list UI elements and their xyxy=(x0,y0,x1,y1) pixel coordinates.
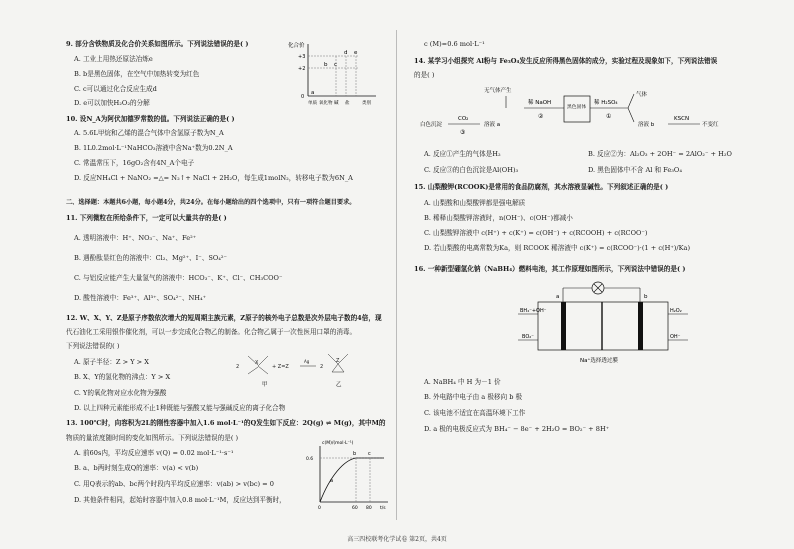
q9-stem: 9. 部分含铁物质及化合价关系如图所示。下列说法错误的是( ) xyxy=(66,40,249,48)
q12-stem-line2: 代石油化工采用银作催化剂，可以一步完成化合物乙的制备。化合物乙属于一次性医用口罩的消毒。 xyxy=(66,328,357,336)
q14-option-d: D. 黑色固体中不含 Al 和 Fe₃O₄ xyxy=(588,166,682,174)
q13-option-a: A. 前60s内，平均反应速率 v(Q) = 0.02 mol·L⁻¹·s⁻¹ xyxy=(74,449,234,457)
q9-xtick-2: 碱 xyxy=(334,101,339,106)
q14-stem-line2: 的是( ) xyxy=(414,71,435,79)
q16-right-in: H₂O₂ xyxy=(670,308,682,314)
flow-solid: 黑色固体 xyxy=(567,105,587,110)
q13-xtick-60: 60 xyxy=(352,506,358,511)
flow-no-color: 不变红 xyxy=(702,122,719,128)
q12-stem-line1: 12. W、X、Y、Z是原子序数依次增大的短周期主族元素，Z原子的核外电子总数是次外层电子数的4倍，现 xyxy=(66,314,382,322)
q13-point-a: a xyxy=(330,478,334,484)
q9-option-c: C. c可以通过化合反应生成d xyxy=(74,85,157,93)
q13-point-c: c xyxy=(368,451,371,457)
q9-point-b: b xyxy=(324,62,328,68)
q14-option-b: B. 反应②为：Al₂O₃ + 2OH⁻ = 2AlO₂⁻ + H₂O xyxy=(588,150,732,158)
q13-point-b: b xyxy=(353,451,357,457)
q13-tail: c (M)=0.6 mol·L⁻¹ xyxy=(424,40,485,48)
left-column xyxy=(0,0,396,549)
q12-option-a: A. 原子半径：Z > Y > X xyxy=(74,358,149,366)
svg-text:X: X xyxy=(255,360,259,366)
q13-concentration-chart xyxy=(300,436,394,512)
q9-ylabel: 化合价 xyxy=(288,43,305,49)
page-footer: 高三四校联考化学试卷 第2页，共4页 xyxy=(347,536,447,543)
q15-option-c: C. 山梨酸钾溶液中 c(H⁺) + c(K⁺) = c(OH⁻) + c(RCOOH) + c(RCOO⁻) xyxy=(424,229,648,237)
q16-option-c: C. 该电池不适宜在高温环境下工作 xyxy=(424,409,526,417)
q9-option-d: D. e可以加快H₂O₂的分解 xyxy=(74,99,150,107)
q10-option-b: B. 1L0.2mol·L⁻¹NaHCO₃溶液中含Na⁺数为0.2N_A xyxy=(74,144,233,152)
svg-text:Z: Z xyxy=(336,358,340,364)
q11-option-d: D. 酸性溶液中：Fe³⁺、Al³⁺、SO₄²⁻、NH₄⁺ xyxy=(74,294,207,302)
q13-stem-line2: 物质的量浓度随时间的变化如图所示。下列说法错误的是( ) xyxy=(66,434,239,442)
q14-option-a: A. 反应①产生的气体是H₂ xyxy=(424,150,501,158)
svg-text:2: 2 xyxy=(236,364,240,370)
flow-solA: 溶液 a xyxy=(484,122,501,128)
q9-point-e: e xyxy=(354,50,358,56)
q12-label-yi: 乙 xyxy=(336,382,342,388)
q16-membrane: Na⁺选择透过膜 xyxy=(580,358,618,364)
section-2-heading: 二、选择题：本题共6小题，每小题4分，共24分。在每小题给出的四个选项中，只有一项符合题目要求。 xyxy=(66,199,356,206)
q10-option-c: C. 常温常压下，16gO₂含有4N_A个电子 xyxy=(74,159,195,167)
q11-stem: 11. 下列微粒在所给条件下，一定可以大量共存的是( ) xyxy=(66,214,227,222)
q13-ylabel: c(M)/(mol·L⁻¹) xyxy=(322,441,354,446)
flow-solB: 溶液 b xyxy=(638,122,655,128)
q9-point-d: d xyxy=(344,50,348,56)
q14-stem-line1: 14. 某学习小组探究 Al粉与 Fe₃O₄发生反应所得黑色固体的成分，实验过程及现象如下，下列说法错误 xyxy=(414,57,718,65)
q10-option-a: A. 5.6L甲烷和乙烯的混合气体中含氢原子数为N_A xyxy=(74,129,224,137)
q9-option-a: A. 工业上用热还原法冶炼e xyxy=(74,55,153,63)
q9-xtick-4: 类别 xyxy=(362,101,371,106)
flow-kscn: KSCN xyxy=(674,116,690,122)
q9-xtick-1: 氧化物 xyxy=(319,101,333,106)
column-divider xyxy=(396,30,397,520)
q16-option-b: B. 外电路中电子由 a 极移向 b 极 xyxy=(424,393,523,401)
q9-ytick-0: 0 xyxy=(301,94,305,100)
q9-xtick-3: 盐 xyxy=(345,101,350,106)
q9-xtick-0: 单质 xyxy=(308,101,317,106)
q16-electrode-a: a xyxy=(556,294,560,300)
q13-ytick: 0.6 xyxy=(306,457,314,462)
q13-xlabel: t/s xyxy=(380,506,386,511)
q15-option-a: A. 山梨酸和山梨酸钾都是强电解质 xyxy=(424,199,526,207)
q13-option-c: C. 用Q表示的ab、bc两个时段内平均反应速率：v(ab) > v(bc) = 0 xyxy=(74,480,275,488)
q16-electrode-b: b xyxy=(644,294,648,300)
q13-option-b: B. a、b两时刻生成Q的速率：v(a) < v(b) xyxy=(74,464,199,472)
q15-option-b: B. 稀释山梨酸钾溶液时，n(OH⁻)、c(OH⁻)都减小 xyxy=(424,214,573,222)
q15-stem: 15. 山梨酸钾(RCOOK)是常用的食品防腐剂，其水溶液显碱性。下列叙述正确的是( ) xyxy=(414,183,669,191)
q16-option-a: A. NaBH₄ 中 H 为－1 价 xyxy=(424,378,501,386)
q12-option-d: D. 以上四种元素能形成不止1种既能与强酸又能与强碱反应的离子化合物 xyxy=(74,404,286,412)
q13-stem-line1: 13. 100℃时，向容积为2L的刚性容器中加入1.6 mol·L⁻¹的Q发生如下反应：2Q(g) ⇌ M(g)，其中M的 xyxy=(66,419,386,427)
flow-reagent2: 稀 NaOH xyxy=(528,100,552,106)
q12-option-c: C. Y的氧化物对应水化物为强酸 xyxy=(74,389,167,397)
q16-right-out: OH⁻ xyxy=(670,334,681,340)
right-column xyxy=(398,0,794,549)
q16-option-d: D. a 极的电极反应式为 BH₄⁻ − 8e⁻ + 2H₂O = BO₂⁻ + 8H⁺ xyxy=(424,425,610,433)
q12-option-b: B. X、Y的氢化物的沸点：Y > X xyxy=(74,373,171,381)
flow-ppt: 白色沉淀 xyxy=(420,122,443,128)
q11-option-c: C. 与铝反应能产生大量氢气的溶液中：HCO₃⁻、K⁺、Cl⁻、CH₃COO⁻ xyxy=(74,274,283,282)
q9-valence-chart xyxy=(286,38,386,108)
q16-stem: 16. 一种新型硼氢化钠（NaBH₄）燃料电池，其工作原理如图所示，下列说法中错误的是( ) xyxy=(414,265,686,273)
q13-option-d: D. 其他条件相同，起始时容器中加入0.8 mol·L⁻¹M，反应达到平衡时， xyxy=(74,496,286,504)
q12-label-jia: 甲 xyxy=(262,382,268,388)
q11-option-b: B. 遇酚酞显红色的溶液中：Cl₂、Mg²⁺、I⁻、SO₄²⁻ xyxy=(74,254,228,262)
q13-xtick-80: 80 xyxy=(366,506,372,511)
q14-flow-diagram xyxy=(420,82,768,142)
q16-left-out: BO₂⁻ xyxy=(522,334,534,340)
q15-option-d: D. 若山梨酸的电离常数为Ka，则 RCOOK 稀溶液中 c(K⁺) = c(RCOO⁻)·(1 + c(H⁺)/Ka) xyxy=(424,244,691,252)
svg-text:+ Z=Z: + Z=Z xyxy=(272,364,289,370)
q11-option-a: A. 透明溶液中：H⁺、NO₃⁻、Na⁺、Fe²⁺ xyxy=(74,234,197,242)
q9-ytick-3: +3 xyxy=(298,54,306,60)
flow-gas2: 气体 xyxy=(636,92,648,98)
q9-option-b: B. b是黑色固体，在空气中加热转变为红色 xyxy=(74,70,200,78)
q9-point-c: c xyxy=(334,62,338,68)
q16-left-in: BH₄⁻+OH⁻ xyxy=(520,308,547,314)
q12-structure-diagram xyxy=(228,344,378,390)
q16-cell-diagram xyxy=(518,278,688,368)
flow-step3: ③ xyxy=(460,129,466,136)
flow-reagent1: 稀 H₂SO₄ xyxy=(594,100,618,106)
q12-stem-line3: 下列说法错误的( ) xyxy=(66,342,120,350)
flow-step1: ① xyxy=(606,113,612,120)
q10-option-d: D. 反应NH₄Cl + NaNO₂ =△= N₂↑+ NaCl + 2H₂O，每生成1molN₂，转移电子数为6N_A xyxy=(74,174,353,182)
flow-co2: CO₂ xyxy=(458,116,469,122)
svg-text:Ag: Ag xyxy=(304,359,310,364)
q9-point-a: a xyxy=(311,90,315,96)
q9-ytick-2: +2 xyxy=(298,66,306,72)
flow-gas1: 无气体产生 xyxy=(484,88,512,94)
q10-stem: 10. 设N_A为阿伏加德罗常数的值。下列说法正确的是( ) xyxy=(66,115,235,123)
q14-option-c: C. 反应③的白色沉淀是Al(OH)₃ xyxy=(424,166,519,174)
flow-step2: ② xyxy=(538,113,544,120)
svg-text:2: 2 xyxy=(320,364,324,370)
q13-xtick-0: 0 xyxy=(318,506,321,511)
